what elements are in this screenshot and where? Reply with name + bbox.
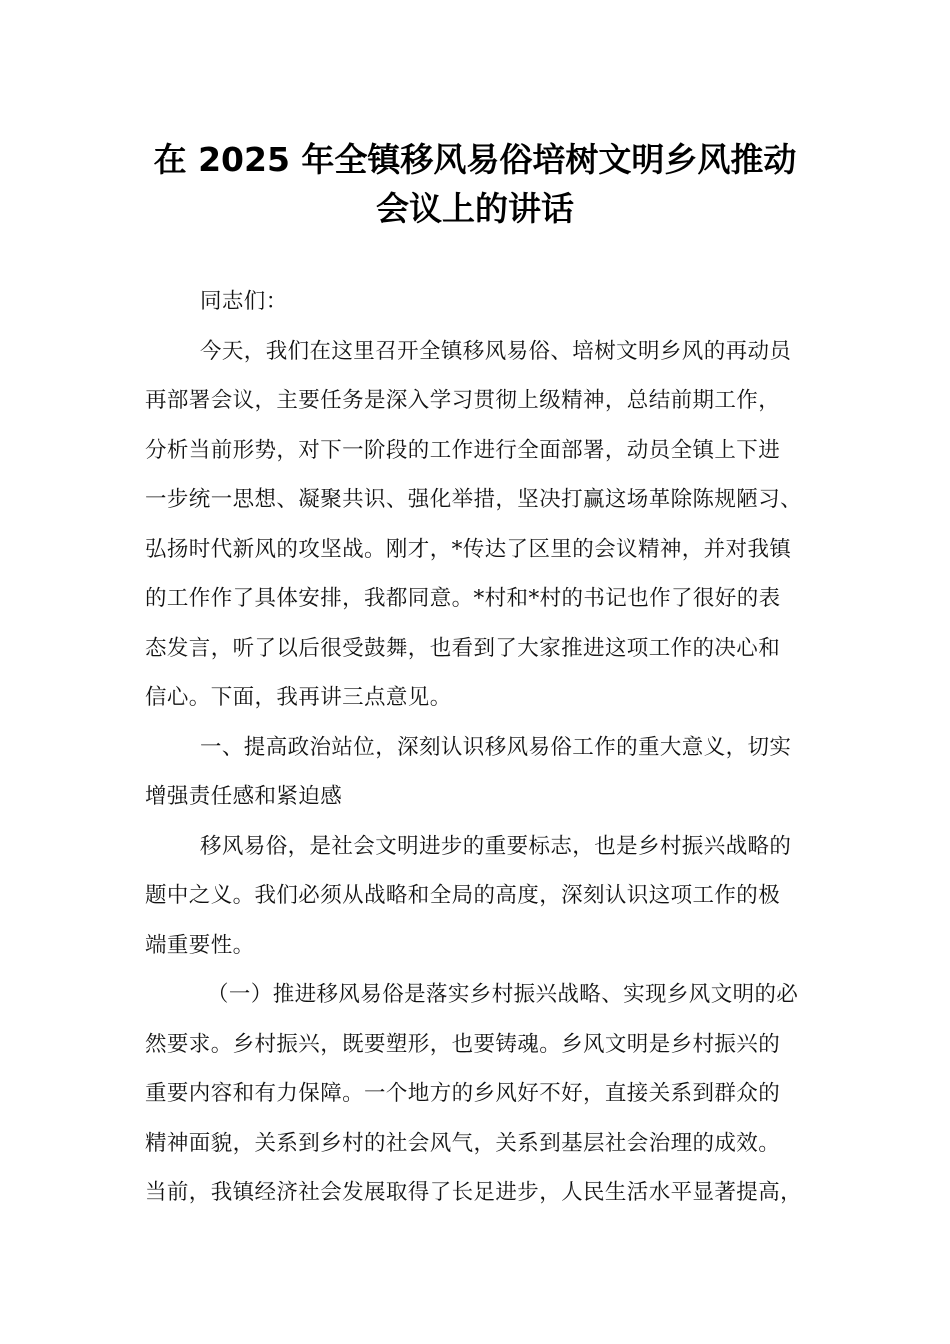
document-body xyxy=(145,284,825,1225)
salutation: 同志们： xyxy=(200,289,288,314)
text-line: 移风易俗，是社会文明进步的重要标志，也是乡村振兴战略的 xyxy=(200,833,792,859)
document-title-line-1: 在 2025 年全镇移风易俗培树文明乡风推动 xyxy=(153,140,797,179)
text-line: 题中之义。我们必须从战略和全局的高度，深刻认识这项工作的极 xyxy=(145,883,781,908)
text-line: 当前，我镇经济社会发展取得了长足进步，人民生活水平显著提高， xyxy=(145,1180,803,1205)
text-line: 信心。下面，我再讲三点意见。 xyxy=(145,685,452,710)
text-line: 精神面貌，关系到乡村的社会风气，关系到基层社会治理的成效。 xyxy=(145,1130,781,1156)
text-line: 增强责任感和紧迫感 xyxy=(145,784,343,809)
text-line: 再部署会议，主要任务是深入学习贯彻上级精神，总结前期工作， xyxy=(145,388,781,413)
text-line: 的工作作了具体安排，我都同意。*村和*村的书记也作了很好的表 xyxy=(145,586,781,611)
paragraph-significance xyxy=(145,829,825,978)
document-title-line-2: 会议上的讲话 xyxy=(376,189,574,228)
text-line: 端重要性。 xyxy=(145,932,255,958)
text-line: 弘扬时代新风的攻坚战。刚才，*传达了区里的会议精神，并对我镇 xyxy=(145,536,792,562)
text-line: 态发言，听了以后很受鼓舞，也看到了大家推进这项工作的决心和 xyxy=(145,635,781,661)
text-line: 然要求。乡村振兴，既要塑形，也要铸魂。乡风文明是乡村振兴的 xyxy=(145,1031,781,1057)
text-line: 分析当前形势，对下一阶段的工作进行全面部署，动员全镇上下进 xyxy=(145,437,781,463)
text-line: 今天，我们在这里召开全镇移风易俗、培树文明乡风的再动员 xyxy=(200,338,792,364)
paragraph-opening xyxy=(145,334,825,730)
section-heading-1 xyxy=(145,730,825,829)
text-line: 一步统一思想、凝聚共识、强化举措，坚决打赢这场革除陈规陋习、 xyxy=(145,487,803,512)
text-line: （一）推进移风易俗是落实乡村振兴战略、实现乡风文明的必 xyxy=(207,982,799,1007)
text-line: 一、提高政治站位，深刻认识移风易俗工作的重大意义，切实 xyxy=(200,734,792,760)
text-line: 重要内容和有力保障。一个地方的乡风好不好，直接关系到群众的 xyxy=(145,1081,781,1106)
subsection-1 xyxy=(145,977,825,1225)
